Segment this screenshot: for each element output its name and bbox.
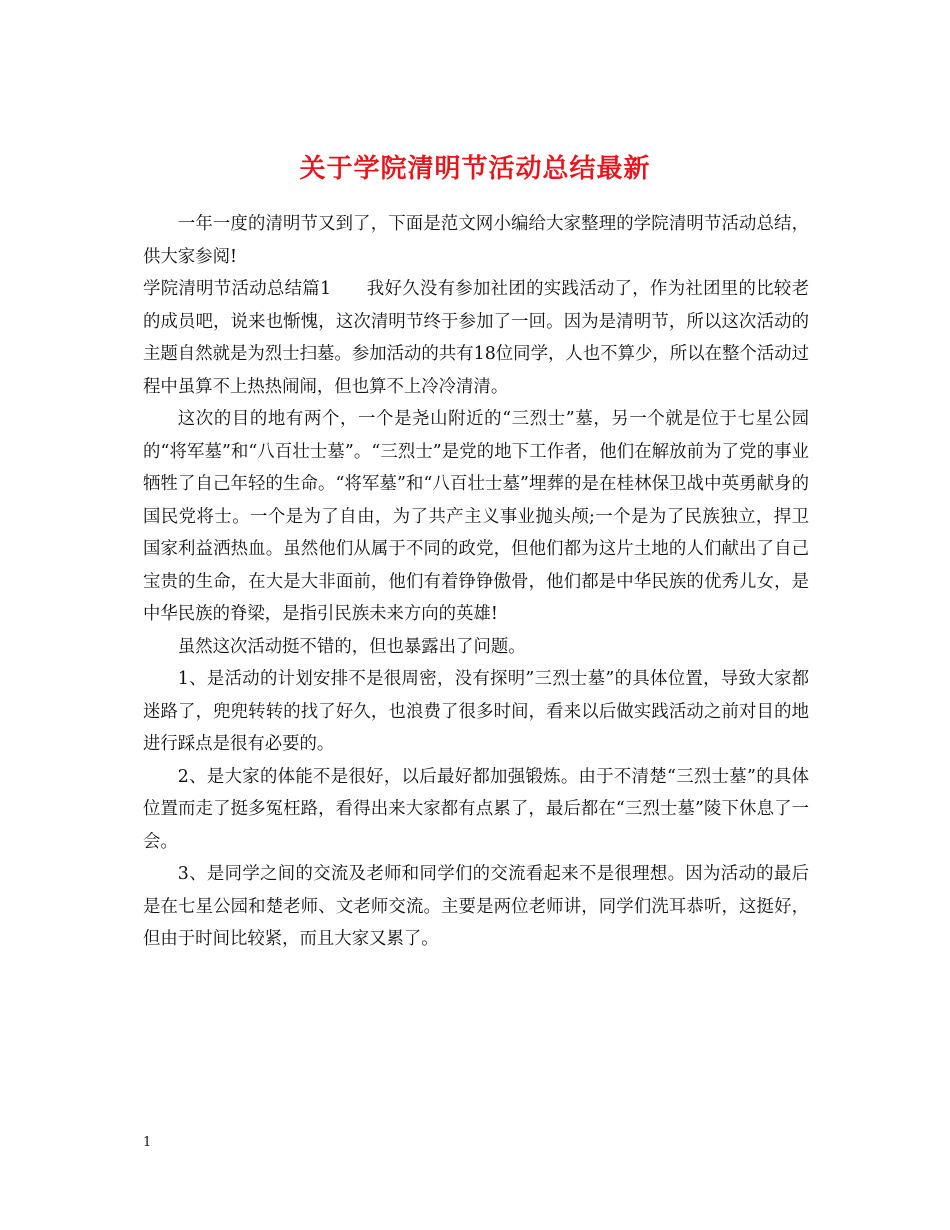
paragraph-problems-intro: 虽然这次活动挺不错的，但也暴露出了问题。: [177, 636, 526, 657]
paragraph-problem-3: 3、是同学之间的交流及老师和同学们的交流看起来不是很理想。因为活动的最后是在七星公园和楚老师、文老师交流。主要是两位老师讲，同学们洗耳恭听，这挺好，但由于时间比较紧，而且大家又累了。: [143, 864, 809, 949]
document-title: 关于学院清明节活动总结最新: [299, 154, 651, 185]
paragraph-problem-2: 2、是大家的体能不是很好，以后最好都加强锻炼。由于不清楚“三烈士墓”的具体位置而走了挺多冤枉路，看得出来大家都有点累了，最后都在“三烈士墓”陵下休息了一会。: [143, 766, 809, 852]
document-body: [143, 208, 809, 956]
paragraph-problem-1: 1、是活动的计划安排不是很周密，没有探明”三烈士墓”的具体位置，导致大家都迷路了，兜兜转转的找了好久，也浪费了很多时间，看来以后做实践活动之前对目的地进行踩点是很有必要的。: [143, 669, 809, 754]
paragraph-destinations: 这次的目的地有两个，一个是尧山附近的“三烈士”墓，另一个就是位于七星公园的“将军墓”和“八百壮士墓”。“三烈士”是党的地下工作者，他们在解放前为了党的事业牺牲了自己年轻的生命。“将军墓”和“八百壮士墓”埋葬的是在桂林保卫战中英勇献身的国民党将士。一个是为了自由，为了共产主义事业抛头颅;一个是为了民族独立，捍卫国家利益洒热血。虽然他们从属于不同的政党，但他们都为这片土地的人们献出了自己宝贵的生命，在大是大非面前，他们有着铮铮傲骨，他们都是中华民族的优秀儿女，是中华民族的脊梁，是指引民族未来方向的英雄!: [143, 409, 809, 624]
page-number: 1: [143, 1135, 152, 1150]
paragraph-intro: 一年一度的清明节又到了，下面是范文网小编给大家整理的学院清明节活动总结，供大家参阅!: [143, 214, 809, 267]
paragraph-section-heading: 学院清明节活动总结篇1 我好久没有参加社团的实践活动了，作为社团里的比较老的成员吧，说来也惭愧，这次清明节终于参加了一回。因为是清明节，所以这次活动的主题自然就是为烈士扫墓。参加活动的共有18位同学，人也不算少，所以在整个活动过程中虽算不上热热闹闹，但也算不上冷冷清清。: [143, 279, 809, 397]
